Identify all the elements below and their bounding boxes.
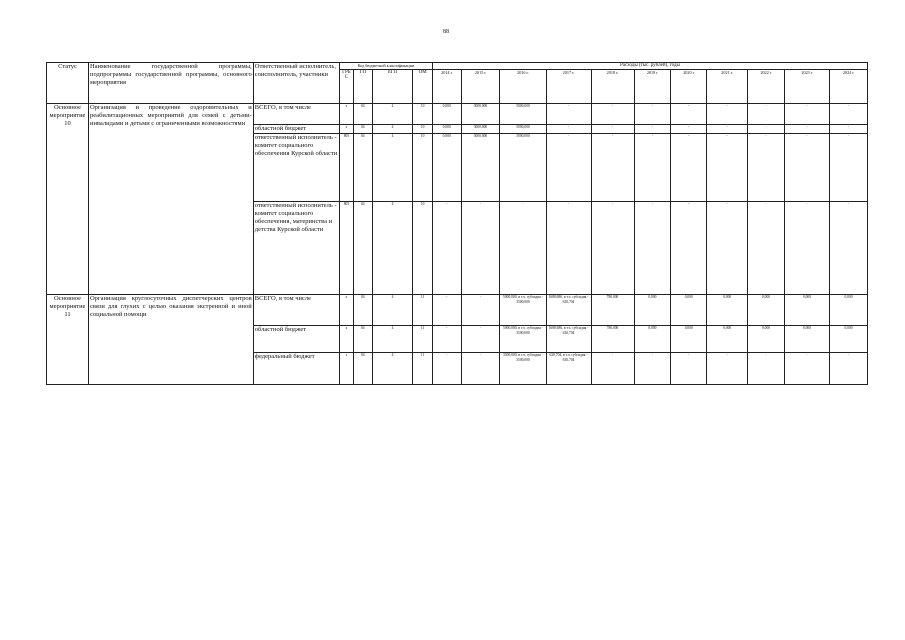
- responsible-cell: областной бюджет: [253, 125, 339, 134]
- expense-cell: -: [461, 326, 500, 353]
- expense-cell: 0,000: [784, 295, 829, 326]
- expense-cell: -: [432, 295, 461, 326]
- expense-cell: -: [707, 104, 748, 125]
- expense-cell: -: [546, 125, 591, 134]
- budget-code-cell: x: [339, 125, 353, 134]
- expense-cell: -: [829, 353, 867, 385]
- expense-cell: 0,000: [748, 295, 785, 326]
- expense-cell: -: [829, 134, 867, 202]
- expense-cell: -: [671, 134, 707, 202]
- budget-code-cell: 04: [354, 295, 372, 326]
- header-name: Наименование государственной программы, подпрограммы государственной программы, основного мероприятия: [88, 63, 253, 104]
- expense-cell: -: [707, 134, 748, 202]
- header-year: 2022 г: [748, 70, 785, 104]
- budget-code-cell: 4: [372, 353, 413, 385]
- responsible-cell: ответственный исполнитель - комитет социального обеспечения, материнства и детства Курской области: [253, 202, 339, 295]
- expense-cell: 0,000: [829, 295, 867, 326]
- budget-code-cell: 04: [354, 104, 372, 125]
- budget-code-cell: 04: [354, 125, 372, 134]
- expense-cell: -: [461, 295, 500, 326]
- expense-cell: -: [748, 125, 785, 134]
- page-number: 88: [443, 29, 449, 35]
- budget-code-cell: 10: [413, 134, 432, 202]
- expense-cell: -: [546, 202, 591, 295]
- budget-code-cell: 4: [372, 125, 413, 134]
- measure-name: Организация и проведение оздоровительных и реабилитационных мероприятий для семей с детьми-инвалидами и детьми с ограниченными возможностями: [88, 104, 253, 295]
- budget-code-cell: 4: [372, 202, 413, 295]
- expense-cell: -: [784, 125, 829, 134]
- expense-cell: -: [671, 104, 707, 125]
- expense-cell: -: [591, 202, 634, 295]
- expense-cell: -: [707, 125, 748, 134]
- expense-cell: 0,000: [707, 295, 748, 326]
- expense-cell: 5000,000, в т.ч. субсидия - 3500,000: [500, 295, 546, 326]
- measure-name: Организация круглосуточных диспетчерских центров связи для глухих с целью оказания экстренной и иной социальной помощи: [88, 295, 253, 385]
- expense-cell: 3000,000: [461, 134, 500, 202]
- expense-cell: -: [748, 202, 785, 295]
- budget-code-cell: 10: [413, 202, 432, 295]
- responsible-cell: ВСЕГО, в том числе: [253, 295, 339, 326]
- header-year: 2017 г.: [546, 70, 591, 104]
- table-header: [47, 63, 868, 104]
- header-expenses-group: Расходы (тыс. рублей), годы: [432, 63, 867, 70]
- budget-code-cell: 04: [354, 326, 372, 353]
- expense-cell: 0,000: [784, 326, 829, 353]
- expense-cell: 0,000: [748, 326, 785, 353]
- expense-cell: 3000,000: [461, 125, 500, 134]
- table-row: [47, 295, 868, 326]
- header-year: 2015 г: [461, 70, 500, 104]
- expense-cell: -: [748, 134, 785, 202]
- expense-cell: -: [829, 202, 867, 295]
- budget-code-cell: 11: [413, 326, 432, 353]
- budget-code-cell: 805: [339, 134, 353, 202]
- budget-code-cell: 805: [339, 202, 353, 295]
- expense-cell: 0,000: [671, 326, 707, 353]
- expense-cell: 3500,000, в т.ч. субсидия - 3500,000: [500, 353, 546, 385]
- expense-cell: -: [634, 104, 671, 125]
- expense-cell: -: [634, 202, 671, 295]
- expense-cell: -: [829, 125, 867, 134]
- expense-cell: 5000,000: [500, 134, 546, 202]
- expense-cell: -: [432, 202, 461, 295]
- expense-cell: -: [707, 353, 748, 385]
- expense-cell: 3000,000: [461, 104, 500, 125]
- expense-cell: 5000,000: [500, 104, 546, 125]
- budget-code-cell: x: [339, 295, 353, 326]
- expense-cell: -: [707, 202, 748, 295]
- expense-cell: -: [829, 104, 867, 125]
- expense-cell: -: [748, 104, 785, 125]
- expense-cell: 0,000: [707, 326, 748, 353]
- expense-cell: -: [634, 125, 671, 134]
- header-year: 2014 г: [432, 70, 461, 104]
- expense-cell: 0,000: [432, 125, 461, 134]
- measure-status: Основное мероприятие 11: [47, 295, 89, 385]
- budget-code-cell: 04: [354, 134, 372, 202]
- measure-status: Основное мероприятие 10: [47, 104, 89, 295]
- expense-cell: 5000,000: [500, 125, 546, 134]
- header-year: 2016 г.: [500, 70, 546, 104]
- expense-cell: -: [784, 353, 829, 385]
- budget-code-cell: 10: [413, 104, 432, 125]
- header-year: 2024 г: [829, 70, 867, 104]
- header-year: 2020 г: [671, 70, 707, 104]
- expense-cell: 630,704, в т.ч. субсидия - 630,704: [546, 353, 591, 385]
- budget-code-cell: 4: [372, 104, 413, 125]
- budget-table: [46, 62, 868, 385]
- expense-cell: -: [591, 125, 634, 134]
- budget-code-cell: 11: [413, 353, 432, 385]
- budget-code-cell: 4: [372, 134, 413, 202]
- table-row: [47, 104, 868, 125]
- expense-cell: -: [432, 353, 461, 385]
- expense-cell: -: [671, 202, 707, 295]
- header-code-col: ГП: [354, 70, 372, 104]
- table-body: [47, 104, 868, 385]
- expense-cell: -: [546, 134, 591, 202]
- budget-code-cell: 11: [413, 295, 432, 326]
- header-code-col: ГРБС: [339, 70, 353, 104]
- budget-code-cell: x: [339, 353, 353, 385]
- header-code-col: ОМ: [413, 70, 432, 104]
- header-budget-code-group: Код бюджетной классификации: [339, 63, 432, 70]
- expense-cell: -: [784, 134, 829, 202]
- budget-code-cell: x: [339, 104, 353, 125]
- expense-cell: 5000,000, в т.ч. субсидия - 3500,000: [500, 326, 546, 353]
- header-status: Статус: [47, 63, 89, 104]
- budget-code-cell: 04: [354, 202, 372, 295]
- expense-cell: -: [546, 104, 591, 125]
- expense-cell: -: [432, 326, 461, 353]
- expense-cell: -: [461, 353, 500, 385]
- expense-cell: 0,000: [634, 295, 671, 326]
- header-year: 2021 г.: [707, 70, 748, 104]
- header-code-col: пГП: [372, 70, 413, 104]
- budget-code-cell: 10: [413, 125, 432, 134]
- header-year: 2018 г.: [591, 70, 634, 104]
- expense-cell: 0,000: [432, 134, 461, 202]
- budget-code-cell: 04: [354, 353, 372, 385]
- expense-cell: 780,000: [591, 295, 634, 326]
- expense-cell: -: [784, 104, 829, 125]
- expense-cell: 0,000: [634, 326, 671, 353]
- expense-cell: -: [461, 202, 500, 295]
- expense-cell: -: [634, 353, 671, 385]
- responsible-cell: федеральный бюджет: [253, 353, 339, 385]
- expense-cell: -: [591, 353, 634, 385]
- budget-code-cell: x: [339, 326, 353, 353]
- expense-cell: 0,000: [432, 104, 461, 125]
- expense-cell: -: [591, 104, 634, 125]
- expense-cell: -: [634, 134, 671, 202]
- expense-cell: -: [784, 202, 829, 295]
- header-year: 2023 г: [784, 70, 829, 104]
- responsible-cell: ВСЕГО, в том числе: [253, 104, 339, 125]
- expense-cell: 780,000: [591, 326, 634, 353]
- header-year: 2019 г: [634, 70, 671, 104]
- expense-cell: 0,000: [671, 295, 707, 326]
- expense-cell: 1688,686, в т.ч. субсидия - 630,704: [546, 326, 591, 353]
- header-responsible: Ответственный исполнитель, соисполнитель, участники: [253, 63, 339, 104]
- budget-code-cell: 4: [372, 326, 413, 353]
- expense-cell: -: [671, 353, 707, 385]
- responsible-cell: областной бюджет: [253, 326, 339, 353]
- expense-cell: -: [671, 125, 707, 134]
- expense-cell: -: [748, 353, 785, 385]
- responsible-cell: ответственный исполнитель - комитет социального обеспечения Курской области: [253, 134, 339, 202]
- expense-cell: 1688,686, в т.ч. субсидия - 630,704: [546, 295, 591, 326]
- budget-code-cell: 4: [372, 295, 413, 326]
- expense-cell: -: [591, 134, 634, 202]
- expense-cell: -: [500, 202, 546, 295]
- expense-cell: 0,000: [829, 326, 867, 353]
